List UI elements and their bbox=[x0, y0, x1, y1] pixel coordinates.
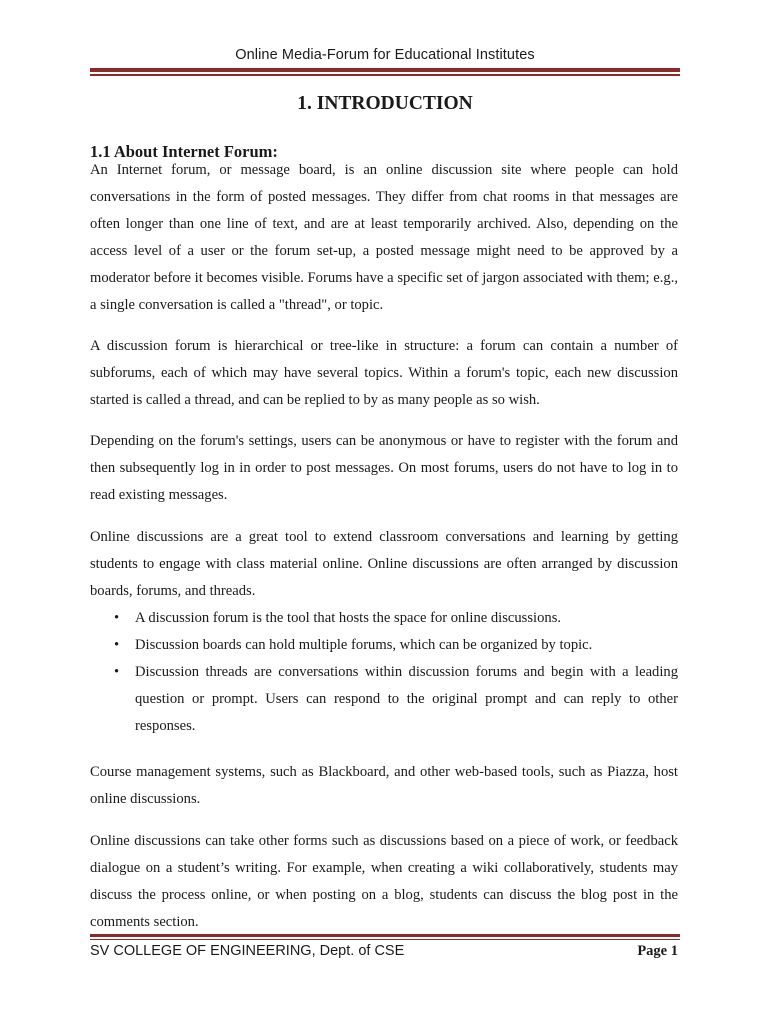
bullet-icon: • bbox=[114, 664, 120, 680]
bullet-icon: • bbox=[114, 610, 120, 626]
footer-rule bbox=[90, 934, 680, 937]
list-item-text: A discussion forum is the tool that hosts the space for online discussions. bbox=[135, 610, 562, 626]
header-rule-thin bbox=[90, 74, 680, 76]
list-item-text: Discussion boards can hold multiple forums, which can be organized by topic. bbox=[135, 637, 593, 653]
list-item bbox=[90, 659, 678, 740]
header-rule bbox=[90, 68, 680, 72]
footer-rule-thin bbox=[90, 939, 680, 940]
paragraph: A discussion forum is hierarchical or tree-like in structure: a forum can contain a number of subforums, each of which may have several topics. Within a forum's topic, each new discussion started is called a thread, and can be replied to by as many people as so wish. bbox=[90, 338, 678, 408]
paragraph: An Internet forum, or message board, is an online discussion site where people can hold conversations in the form of posted messages. They differ from chat rooms in that messages are often longer than one line of text, and are at least temporarily archived. Also, depending on the access level of a user or the forum set-up, a posted message might need to be approved by a moderator before it becomes visible. Forums have a specific set of jargon associated with them; e.g., a single conversation is called a "thread", or topic. bbox=[90, 162, 678, 313]
paragraph: Online discussions are a great tool to extend classroom conversations and learning by getting students to engage with class material online. Online discussions are often arranged by discussion boards, forums, and threads. bbox=[90, 529, 678, 599]
list-item bbox=[90, 632, 678, 659]
section-heading: 1.1 About Internet Forum: bbox=[90, 142, 278, 161]
bullet-icon: • bbox=[114, 637, 120, 653]
page-number: Page 1 bbox=[637, 943, 678, 959]
list-item-text: Discussion threads are conversations within discussion forums and begin with a leading question or prompt. Users can respond to the original prompt and can reply to other responses. bbox=[135, 664, 678, 734]
paragraph: Course management systems, such as Blackboard, and other web-based tools, such as Piazza, host online discussions. bbox=[90, 764, 678, 807]
footer-institution: SV COLLEGE OF ENGINEERING, Dept. of CSE bbox=[90, 943, 405, 959]
chapter-title: 1. INTRODUCTION bbox=[297, 93, 473, 114]
paragraph: Depending on the forum's settings, users can be anonymous or have to register with the forum and then subsequently log in in order to post messages. On most forums, users do not have to log in to read existing messages. bbox=[90, 433, 678, 503]
list-item bbox=[90, 605, 678, 632]
bullet-list bbox=[90, 605, 678, 740]
paragraph: Online discussions can take other forms such as discussions based on a piece of work, or feedback dialogue on a student’s writing. For example, when creating a wiki collaboratively, students may discuss the process online, or when posting on a blog, students can discuss the blog post in the comments section. bbox=[90, 833, 678, 930]
running-header: Online Media-Forum for Educational Institutes bbox=[235, 47, 535, 63]
